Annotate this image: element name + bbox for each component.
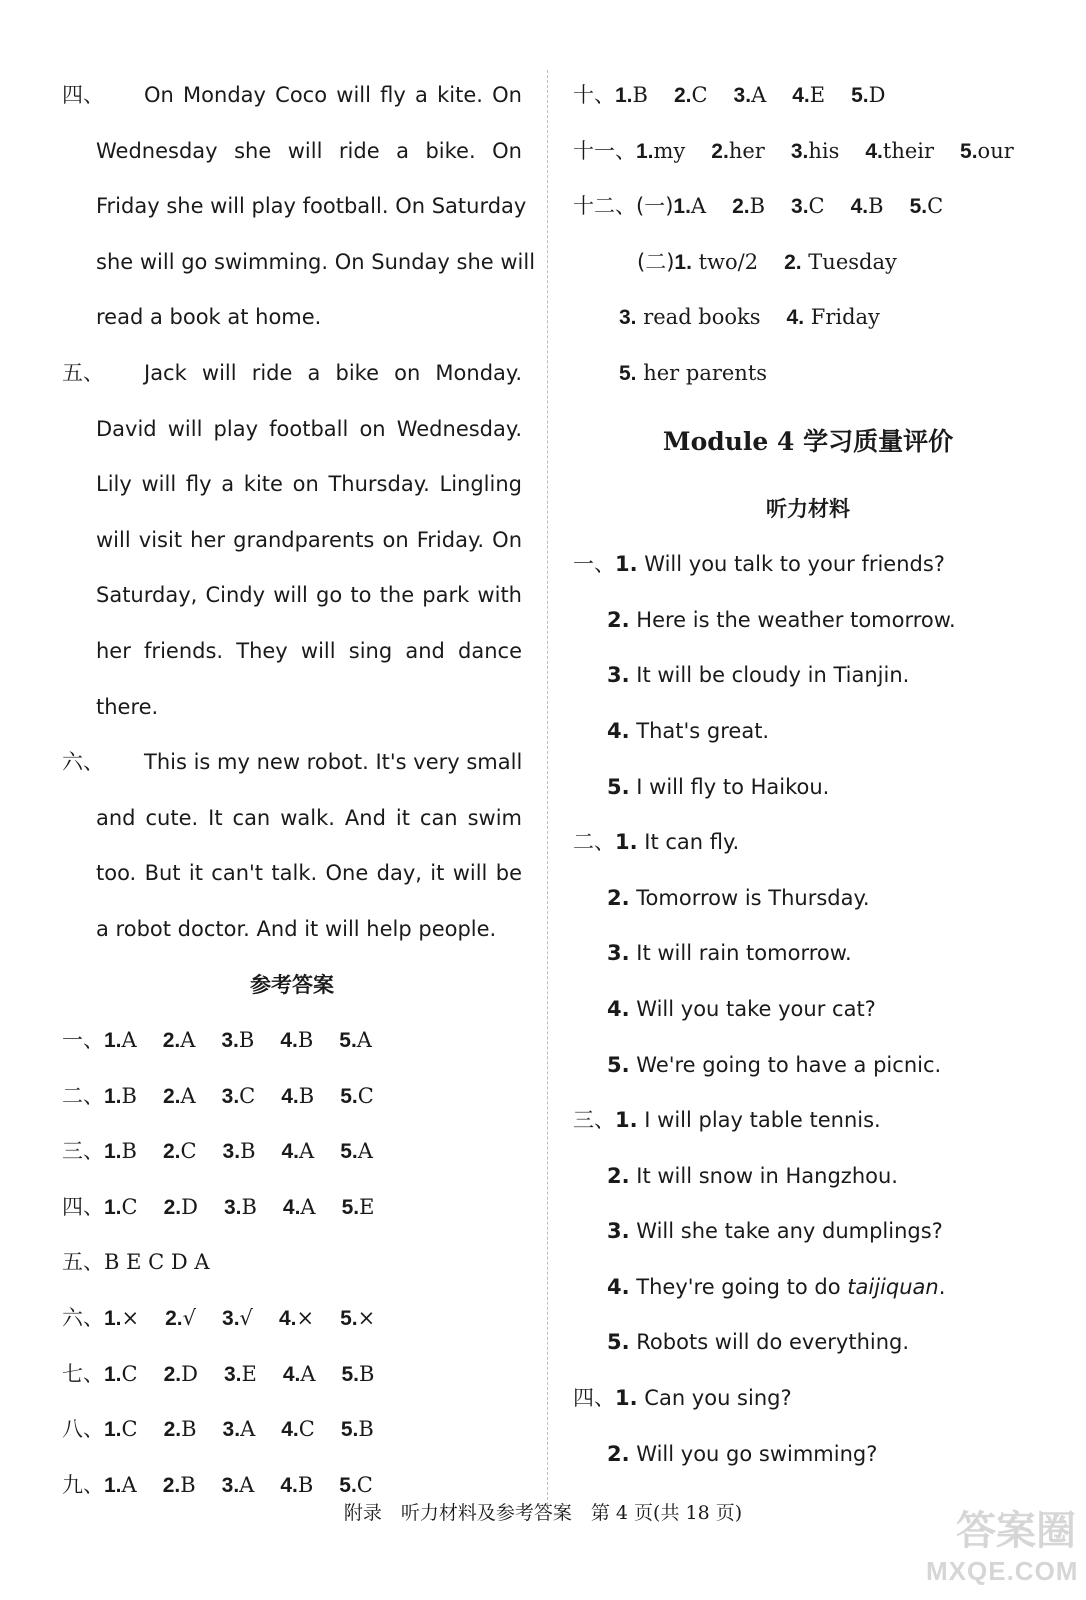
listening-item xyxy=(573,648,1043,704)
section-label: 三、 xyxy=(573,1108,615,1133)
item-number: 2. xyxy=(607,607,630,632)
item-text: Can you sing? xyxy=(644,1386,792,1411)
item-text: It will rain tomorrow. xyxy=(636,941,852,966)
answer-value: √ xyxy=(239,1306,253,1331)
answer-label: 一、 xyxy=(62,1028,104,1053)
paragraph-line: Friday she will play football. On Saturday xyxy=(96,194,527,219)
answer-number: 2. xyxy=(163,1418,182,1442)
section-label: 一、 xyxy=(573,552,615,577)
answer-number: 3. xyxy=(222,1418,241,1442)
answer-number: 4. xyxy=(792,84,810,107)
answer-value: B xyxy=(297,1028,314,1053)
answer-value: E xyxy=(241,1361,257,1386)
answer-value: C xyxy=(298,1417,315,1442)
item-number: 2. xyxy=(607,1441,630,1466)
right-column xyxy=(573,68,1043,1482)
item-number: 4. xyxy=(607,1274,630,1299)
item-text: I will play table tennis. xyxy=(644,1108,881,1133)
answer-row xyxy=(62,1347,522,1403)
answer-value: C xyxy=(691,83,708,107)
answer-number: 5. xyxy=(339,1473,357,1497)
listening-item xyxy=(573,1149,1043,1205)
paragraph-line: a robot doctor. And it will help people. xyxy=(96,916,497,941)
answer-number: 5. xyxy=(909,195,928,219)
item-text: It can fly. xyxy=(644,830,740,855)
paragraph-line: This is my new robot. It's very small xyxy=(144,750,523,775)
listening-item xyxy=(573,760,1043,816)
listening-item xyxy=(573,537,1043,593)
answer-value: two/2 xyxy=(698,249,759,274)
item-number: 5. xyxy=(607,1052,630,1077)
answer-number: 4. xyxy=(281,1084,299,1108)
item-text: Tomorrow is Thursday. xyxy=(636,885,870,910)
answer-value: A xyxy=(690,194,707,219)
column-divider xyxy=(547,70,548,1510)
answer-value: B xyxy=(358,1417,374,1442)
paragraph-5 xyxy=(62,346,522,735)
answer-label: 六、 xyxy=(62,1306,104,1331)
answer-number: 5. xyxy=(341,1362,360,1386)
answer-value: my xyxy=(653,138,686,163)
answer-label: 九、 xyxy=(62,1472,104,1497)
listening-item xyxy=(573,1371,1043,1427)
answer-number: 5. xyxy=(340,1084,358,1108)
paragraph-6 xyxy=(62,735,522,957)
paragraph-line: read a book at home. xyxy=(96,305,322,330)
answer-value: C xyxy=(121,1361,138,1386)
answer-row xyxy=(573,346,1043,402)
item-text: I will fly to Haikou. xyxy=(636,774,830,799)
answer-label: 二、 xyxy=(62,1083,104,1108)
answer-value: his xyxy=(808,138,840,163)
listening-item xyxy=(573,1093,1043,1149)
answer-number: 2. xyxy=(784,250,802,274)
listening-item xyxy=(573,1427,1043,1483)
answer-row xyxy=(62,1013,522,1069)
answer-value: B xyxy=(238,1028,255,1053)
answer-value: Friday xyxy=(810,305,880,330)
answer-value: C xyxy=(357,1083,374,1108)
answer-value: C xyxy=(121,1417,138,1442)
answer-value: B xyxy=(180,1472,196,1497)
listening-item xyxy=(573,593,1043,649)
answer-value: B xyxy=(298,1083,315,1108)
item-number: 5. xyxy=(607,774,630,799)
answer-number: 1. xyxy=(104,1029,122,1053)
answer-number: 1. xyxy=(615,84,633,107)
answer-row xyxy=(573,179,1043,235)
paragraph-line: she will go swimming. On Sunday she will xyxy=(96,249,536,274)
section-label: 二、 xyxy=(573,830,615,855)
answer-number: 1. xyxy=(104,1084,122,1108)
answer-number: 1. xyxy=(104,1140,122,1164)
answer-value: B E C D A xyxy=(104,1250,210,1275)
listening-item xyxy=(573,704,1043,760)
answer-value: A xyxy=(300,1361,316,1386)
answer-number: 2. xyxy=(162,1140,181,1164)
answer-number: 1. xyxy=(104,1362,122,1386)
watermark-text: 答案圈 xyxy=(956,1509,1076,1553)
left-column xyxy=(62,68,536,1513)
answer-value: B xyxy=(121,1139,137,1164)
listening-item xyxy=(573,982,1043,1038)
answer-value: C xyxy=(927,194,944,219)
answer-value: D xyxy=(868,83,886,107)
answer-value: C xyxy=(121,1194,138,1219)
item-text: Will you go swimming? xyxy=(636,1441,878,1466)
answer-number: 1. xyxy=(104,1307,122,1331)
item-number: 2. xyxy=(607,1163,630,1188)
answer-number: 3. xyxy=(222,1307,240,1331)
answer-label: 七、 xyxy=(62,1361,104,1386)
item-number: 1. xyxy=(615,830,638,855)
watermark-logo xyxy=(926,1508,1079,1594)
answer-number: 1. xyxy=(104,1418,122,1442)
answer-value: B xyxy=(240,1139,256,1164)
answer-row xyxy=(62,1291,522,1347)
answer-row xyxy=(573,124,1043,180)
item-text: Will you talk to your friends? xyxy=(644,552,945,577)
item-end: . xyxy=(938,1274,946,1299)
item-number: 1. xyxy=(615,1386,638,1411)
answer-value: our xyxy=(977,138,1014,163)
answer-value: B xyxy=(121,1083,137,1108)
answer-value: B xyxy=(297,1472,314,1497)
answer-number: 3. xyxy=(733,84,752,107)
answer-value: × xyxy=(296,1306,315,1331)
answer-number: 3. xyxy=(222,1140,241,1164)
item-text: Will she take any dumplings? xyxy=(636,1219,943,1244)
answer-value: D xyxy=(181,1194,198,1219)
answer-value: C xyxy=(356,1472,373,1497)
answer-number: 5. xyxy=(339,1029,357,1053)
answer-number: 2. xyxy=(732,195,750,219)
answer-value: A xyxy=(356,1028,372,1053)
answer-label: 十二、(一) xyxy=(573,194,674,219)
listening-item xyxy=(573,926,1043,982)
answer-value: A xyxy=(300,1194,316,1219)
answer-value: D xyxy=(181,1361,198,1386)
answer-number: 5. xyxy=(960,139,978,163)
item-number: 4. xyxy=(607,996,630,1021)
paragraph-marker: 五、 xyxy=(62,360,104,385)
answer-number: 3. xyxy=(223,1362,242,1386)
answer-label: 八、 xyxy=(62,1417,104,1442)
answer-list xyxy=(573,68,1043,235)
answer-number: 2. xyxy=(163,1362,182,1386)
answer-number: 1. xyxy=(673,195,691,219)
listening-item xyxy=(573,1204,1043,1260)
item-number: 3. xyxy=(607,941,630,966)
item-number: 5. xyxy=(607,1330,630,1355)
answer-row xyxy=(62,1235,522,1291)
answer-value: their xyxy=(882,138,935,163)
answer-value: A xyxy=(121,1028,137,1053)
paragraph-line: On Monday Coco will fly a kite. On xyxy=(144,83,522,107)
answer-row xyxy=(62,1069,522,1125)
answers-heading: 参考答案 xyxy=(250,972,334,997)
paragraph-line: Jack will ride a bike on Monday. xyxy=(144,360,522,385)
paragraph-marker: 四、 xyxy=(62,83,104,107)
page-footer: 附录 听力材料及参考答案 第 4 页(共 18 页) xyxy=(343,1502,743,1524)
item-number: 4. xyxy=(607,718,630,743)
item-text: That's great. xyxy=(636,718,770,743)
paragraph-line: will visit her grandparents on Friday. On xyxy=(96,527,522,552)
answer-label: (二) xyxy=(637,249,675,274)
answer-number: 3. xyxy=(221,1084,240,1108)
paragraph-marker: 六、 xyxy=(62,750,104,775)
watermark-url: MXQE.COM xyxy=(926,1556,1079,1586)
paragraph-line: there. xyxy=(96,694,159,719)
answer-row xyxy=(573,235,1043,291)
item-number: 1. xyxy=(615,552,638,577)
answer-value: × xyxy=(357,1306,376,1331)
answer-number: 2. xyxy=(711,139,729,163)
answer-number: 3. xyxy=(790,139,809,163)
answer-subsection-two xyxy=(573,235,1043,402)
answer-number: 4. xyxy=(281,1140,300,1164)
answer-value: E xyxy=(359,1194,375,1219)
item-number: 3. xyxy=(607,1219,630,1244)
paragraph-4 xyxy=(62,68,536,346)
paragraph-line: David will play football on Wednesday. xyxy=(96,416,522,441)
answer-label: 十一、 xyxy=(573,138,636,163)
item-number: 3. xyxy=(607,663,630,688)
listening-item xyxy=(573,1038,1043,1094)
answer-number: 5. xyxy=(340,1418,359,1442)
listening-list xyxy=(573,537,1043,1482)
answer-number: 5. xyxy=(619,361,637,385)
answer-number: 1. xyxy=(674,250,692,274)
answer-value: √ xyxy=(182,1306,197,1331)
answer-number: 5. xyxy=(851,84,869,107)
answer-row xyxy=(62,1124,522,1180)
answer-label: 五、 xyxy=(62,1250,104,1275)
answer-number: 4. xyxy=(850,195,869,219)
answer-row xyxy=(573,290,1043,346)
answer-value: A xyxy=(121,1472,137,1497)
answer-value: A xyxy=(299,1139,315,1164)
answer-number: 2. xyxy=(162,1084,181,1108)
answer-number: 1. xyxy=(104,1473,122,1497)
section-label: 四、 xyxy=(573,1386,615,1411)
answer-value: A xyxy=(751,83,767,107)
item-text: Will you take your cat? xyxy=(636,996,876,1021)
answer-value: A xyxy=(357,1139,373,1164)
answer-number: 3. xyxy=(221,1029,239,1053)
item-italic: taijiquan xyxy=(847,1274,939,1299)
paragraph-line: too. But it can't talk. One day, it will be xyxy=(96,861,522,886)
module-title: Module 4 学习质量评价 xyxy=(662,426,954,456)
answer-number: 2. xyxy=(673,84,692,107)
answer-label: 四、 xyxy=(62,1194,104,1219)
answer-row xyxy=(62,1402,522,1458)
item-number: 1. xyxy=(615,1108,638,1133)
answer-number: 1. xyxy=(636,139,654,163)
answer-value: B xyxy=(868,194,884,219)
answer-number: 3. xyxy=(619,306,637,330)
answer-value: B xyxy=(359,1361,375,1386)
listening-item xyxy=(573,1260,1043,1316)
answer-value: B xyxy=(241,1194,257,1219)
item-text: It will snow in Hangzhou. xyxy=(636,1163,898,1188)
item-text: It will be cloudy in Tianjin. xyxy=(636,663,910,688)
item-text: Robots will do everything. xyxy=(636,1330,910,1355)
answer-row xyxy=(62,1180,522,1236)
answer-value: C xyxy=(239,1083,256,1108)
answer-number: 4. xyxy=(282,1195,301,1219)
item-text: We're going to have a picnic. xyxy=(636,1052,942,1077)
listening-item xyxy=(573,871,1043,927)
answer-number: 4. xyxy=(281,1418,299,1442)
answer-number: 1. xyxy=(104,1195,122,1219)
answer-list xyxy=(62,1013,522,1513)
answer-value: A xyxy=(180,1028,196,1053)
answer-value: her parents xyxy=(643,360,768,385)
answer-number: 2. xyxy=(162,1473,181,1497)
answer-number: 5. xyxy=(340,1307,358,1331)
answer-value: B xyxy=(632,83,648,107)
answer-number: 2. xyxy=(163,1195,182,1219)
answer-value: C xyxy=(808,194,825,219)
listening-item xyxy=(573,815,1043,871)
answer-value: E xyxy=(809,83,826,107)
paragraph-line: her friends. They will sing and dance xyxy=(96,638,522,663)
answer-value: read books xyxy=(643,305,761,330)
listening-heading: 听力材料 xyxy=(766,496,850,521)
answer-number: 3. xyxy=(223,1195,242,1219)
answer-value: her xyxy=(728,138,765,163)
item-number: 2. xyxy=(607,885,630,910)
answer-value: A xyxy=(180,1083,196,1108)
paragraph-line: Lily will fly a kite on Thursday. Lingling xyxy=(96,472,522,497)
paragraph-line: and cute. It can walk. And it can swim xyxy=(96,805,522,830)
answer-number: 4. xyxy=(786,306,805,330)
answer-number: 4. xyxy=(278,1307,297,1331)
answer-number: 2. xyxy=(165,1307,183,1331)
answer-value: Tuesday xyxy=(808,249,897,274)
answer-value: C xyxy=(180,1139,197,1164)
answer-value: B xyxy=(181,1417,197,1442)
answer-number: 3. xyxy=(221,1473,240,1497)
listening-item xyxy=(573,1315,1043,1371)
answer-value: A xyxy=(239,1472,255,1497)
item-text: Here is the weather tomorrow. xyxy=(636,607,956,632)
answer-value: B xyxy=(749,194,766,219)
paragraph-line: Saturday, Cindy will go to the park with xyxy=(96,583,522,608)
answer-number: 5. xyxy=(341,1195,360,1219)
answer-number: 5. xyxy=(340,1140,358,1164)
answer-label: 十、 xyxy=(573,83,615,107)
answer-label: 三、 xyxy=(62,1139,104,1164)
answer-number: 4. xyxy=(280,1029,298,1053)
paragraph-line: Wednesday she will ride a bike. On xyxy=(96,138,522,163)
answer-number: 4. xyxy=(282,1362,301,1386)
answer-number: 4. xyxy=(865,139,883,163)
answer-number: 3. xyxy=(791,195,809,219)
answer-number: 2. xyxy=(162,1029,181,1053)
answer-row xyxy=(573,68,1043,124)
answer-number: 4. xyxy=(280,1473,298,1497)
answer-value: A xyxy=(240,1417,256,1442)
item-text: They're going to do xyxy=(636,1274,841,1299)
answer-value: × xyxy=(121,1306,140,1331)
